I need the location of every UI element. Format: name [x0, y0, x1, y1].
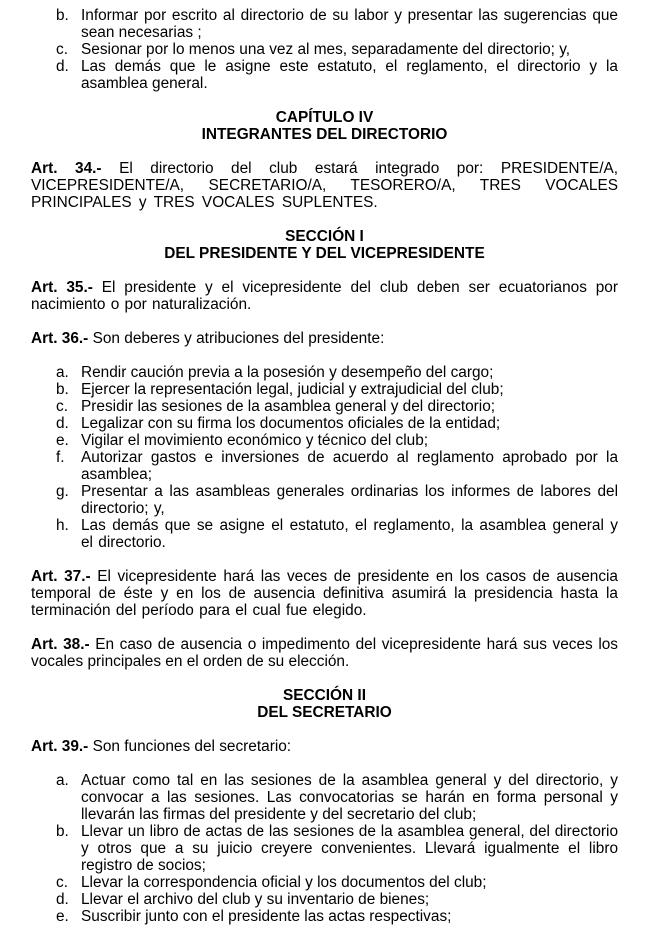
- list-art-39: [31, 772, 618, 925]
- item-marker: g.: [56, 483, 69, 500]
- list-item: [56, 432, 618, 449]
- list-item: [56, 415, 618, 432]
- list-item: [56, 874, 618, 891]
- item-text: Presidir las sesiones de la asamblea general y del directorio;: [81, 398, 496, 415]
- item-marker: b.: [56, 7, 69, 24]
- item-text: Suscribir junto con el presidente las actas respectivas;: [81, 908, 452, 925]
- item-marker: d.: [56, 891, 69, 908]
- list-art-36: [31, 364, 618, 551]
- item-text: Llevar un libro de actas de las sesiones de la asamblea general, del directorio y otros que a su juicio creyere convenientes. Llevará igualmente el libro registro de socios;: [81, 823, 618, 874]
- item-text: Llevar el archivo del club y su inventario de bienes;: [81, 891, 430, 908]
- item-marker: h.: [56, 517, 69, 534]
- list-item: [56, 908, 618, 925]
- list-item: [56, 381, 618, 398]
- article-text: Son funciones del secretario:: [92, 738, 292, 755]
- item-text: Vigilar el movimiento económico y técnico del club;: [81, 432, 429, 449]
- article-36: [31, 330, 618, 347]
- section-heading: [31, 687, 618, 721]
- list-item: [56, 823, 618, 874]
- section-subtitle: DEL SECRETARIO: [257, 704, 392, 721]
- list-item: [56, 517, 618, 551]
- item-text: Informar por escrito al directorio de su labor y presentar las sugerencias que sean necesarias ;: [81, 7, 618, 41]
- article-37: [31, 568, 618, 619]
- item-text: Rendir caución previa a la posesión y desempeño del cargo;: [81, 364, 494, 381]
- article-number: Art. 39.-: [31, 738, 89, 755]
- article-text: En caso de ausencia o impedimento del vicepresidente hará sus veces los vocales principales en el orden de su elección.: [31, 636, 619, 670]
- list-item: [56, 398, 618, 415]
- list-item: [56, 772, 618, 823]
- article-number: Art. 34.-: [31, 160, 102, 177]
- item-text: Autorizar gastos e inversiones de acuerdo al reglamento aprobado por la asamblea;: [81, 449, 618, 483]
- item-text: Sesionar por lo menos una vez al mes, separadamente del directorio; y,: [81, 41, 571, 58]
- list-item: [56, 41, 618, 58]
- chapter-heading: [31, 109, 618, 143]
- item-text: Las demás que le asigne este estatuto, el reglamento, el directorio y la asamblea general.: [81, 58, 618, 92]
- item-marker: b.: [56, 381, 69, 398]
- list-item: [56, 449, 618, 483]
- section-title: SECCIÓN II: [283, 687, 366, 704]
- chapter-subtitle: INTEGRANTES DEL DIRECTORIO: [201, 126, 448, 143]
- section-title: SECCIÓN I: [285, 228, 364, 245]
- article-number: Art. 37.-: [31, 568, 91, 585]
- article-text: El presidente y el vicepresidente del club deben ser ecuatorianos por nacimiento o por naturalización.: [31, 279, 618, 313]
- item-marker: e.: [56, 908, 69, 925]
- list-top: [31, 0, 618, 92]
- item-marker: a.: [56, 772, 69, 789]
- item-marker: d.: [56, 58, 69, 75]
- article-text: El directorio del club estará integrado por: PRESIDENTE/A, VICEPRESIDENTE/A, SECRETARIO/A, TESORERO/A, TRES VOCALES PRINCIPALES y TRES VOCALES SUPLENTES.: [31, 160, 619, 211]
- item-text: Llevar la correspondencia oficial y los documentos del club;: [81, 874, 487, 891]
- item-marker: c.: [56, 874, 68, 891]
- list-item: [56, 483, 618, 517]
- item-text: Presentar a las asambleas generales ordinarias los informes de labores del directorio; y,: [81, 483, 618, 517]
- article-text: El vicepresidente hará las veces de presidente en los casos de ausencia temporal de éste y en los de ausencia definitiva asumirá la presidencia hasta la terminación del período para el cual fue elegido.: [31, 568, 618, 619]
- section-subtitle: DEL PRESIDENTE Y DEL VICEPRESIDENTE: [164, 245, 485, 262]
- list-item: [56, 7, 618, 41]
- article-38: [31, 636, 618, 670]
- item-text: Ejercer la representación legal, judicial y extrajudicial del club;: [81, 381, 504, 398]
- article-number: Art. 35.-: [31, 279, 93, 296]
- article-text: Son deberes y atribuciones del presidente:: [92, 330, 385, 347]
- item-marker: b.: [56, 823, 69, 840]
- item-marker: c.: [56, 398, 68, 415]
- item-marker: f.: [56, 449, 65, 466]
- article-number: Art. 38.-: [31, 636, 90, 653]
- item-marker: d.: [56, 415, 69, 432]
- section-heading: [31, 228, 618, 262]
- item-marker: e.: [56, 432, 69, 449]
- article-number: Art. 36.-: [31, 330, 89, 347]
- item-marker: a.: [56, 364, 69, 381]
- article-39: [31, 738, 618, 755]
- item-marker: c.: [56, 41, 68, 58]
- item-text: Las demás que se asigne el estatuto, el reglamento, la asamblea general y el directorio.: [81, 517, 618, 551]
- list-item: [56, 891, 618, 908]
- article-34: [31, 160, 618, 211]
- list-item: [56, 58, 618, 92]
- list-item: [56, 364, 618, 381]
- item-text: Actuar como tal en las sesiones de la asamblea general y del directorio, y convocar a las sesiones. Las convocatorias se harán en forma personal y llevarán las firmas del presidente y del secretario del club;: [81, 772, 618, 823]
- chapter-title: CAPÍTULO IV: [275, 109, 374, 126]
- article-35: [31, 279, 618, 313]
- item-text: Legalizar con su firma los documentos oficiales de la entidad;: [81, 415, 501, 432]
